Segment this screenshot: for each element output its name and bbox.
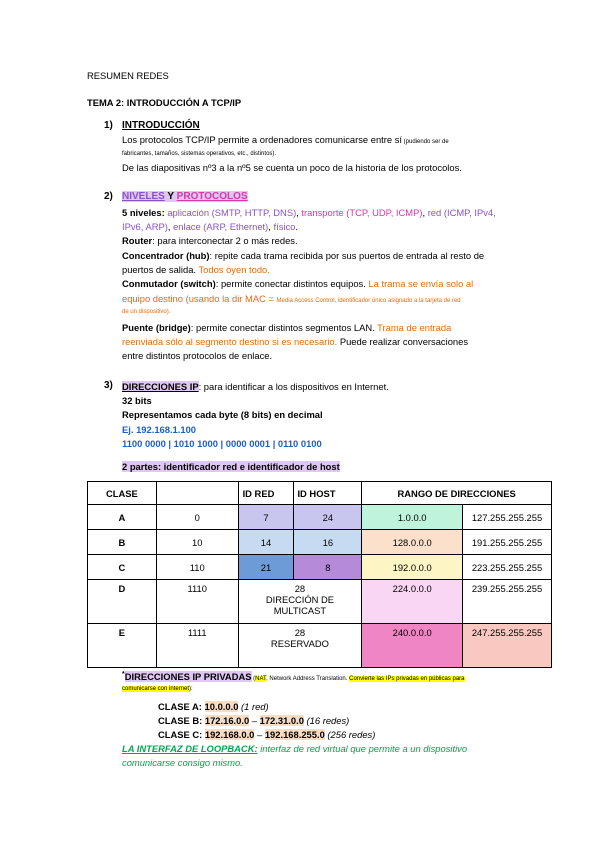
row-b-from: 128.0.0.0 — [362, 530, 463, 555]
loopback-line: LA INTERFAZ DE LOOPBACK: interfaz de red virtual que permite a un dispositivo — [122, 743, 468, 754]
row-a-idred: 7 — [238, 505, 294, 530]
row-a-to: 127.255.255.255 — [463, 505, 552, 530]
row-c-idred: 21 — [238, 555, 294, 580]
bridge-line: Puente (bridge): permite conectar distintos segmentos LAN. Trama de entrada — [122, 322, 452, 333]
row-a-clase: A — [88, 505, 157, 530]
header-rango: RANGO DE DIRECCIONES — [362, 482, 552, 505]
private-class-c: CLASE C: 192.168.0.0 – 192.168.255.0 (256 redes) — [158, 729, 376, 740]
private-class-b: CLASE B: 172.16.0.0 – 172.31.0.0 (16 redes) — [158, 715, 350, 726]
bridge-line2: reenviada sólo al segmento destino si es necesario. Puede realizar conversaciones — [122, 336, 469, 347]
switch-line: Conmutador (switch): permite conectar distintos equipos. La trama se envía solo al — [122, 278, 474, 289]
row-d-from: 224.0.0.0 — [362, 580, 463, 624]
section3-title: DIRECCIONES IP: para identificar a los dispositivos en Internet. — [122, 381, 389, 392]
switch-line2: equipo destino (usando la dir MAC = Media Access Control, identificador único asignado a la tarjeta de red — [122, 293, 461, 304]
row-b-idred: 14 — [238, 530, 294, 555]
section1-line1: Los protocolos TCP/IP permite a ordenadores comunicarse entre sí (pudiendo ser de — [122, 134, 449, 145]
row-d-clase: D — [88, 580, 157, 624]
bits-line: 32 bits — [122, 395, 152, 406]
table-row — [88, 555, 552, 580]
section3-number: 3) — [104, 380, 113, 391]
table-row — [88, 505, 552, 530]
row-a-bits: 0 — [156, 505, 238, 530]
row-a-from: 1.0.0.0 — [362, 505, 463, 530]
niveles-line: 5 niveles: aplicación (SMTP, HTTP, DNS), transporte (TCP, UDP, ICMP), red (ICMP, IPv4, — [122, 207, 496, 218]
section1-line3: De las diapositivas nº3 a la nº5 se cuenta un poco de la historia de los protocolos. — [122, 162, 462, 173]
header-bits — [156, 482, 238, 505]
document-title: RESUMEN REDES — [87, 70, 169, 81]
row-e-from: 240.0.0.0 — [362, 624, 463, 668]
header-id-red: ID RED — [238, 482, 294, 505]
bridge-line3: entre distintos protocolos de enlace. — [122, 350, 273, 361]
table-row — [88, 530, 552, 555]
table-row — [88, 624, 552, 668]
niveles-line2: IPv6, ARP), enlace (ARP, Ethernet), físico. — [122, 221, 298, 232]
row-c-clase: C — [88, 555, 157, 580]
row-e-desc: 28 RESERVADO — [238, 624, 362, 668]
binary-ip: 1100 0000 | 1010 1000 | 0000 0001 | 0110 0100 — [122, 438, 322, 449]
row-e-bits: 1111 — [156, 624, 238, 668]
row-d-desc: 28 DIRECCIÓN DE MULTICAST — [238, 580, 362, 624]
section2-number: 2) — [104, 191, 113, 202]
table-row — [88, 580, 552, 624]
section1-line2: fabricantes, tamaños, sistemas operativos, etc., distintos). — [122, 151, 277, 157]
row-d-bits: 1110 — [156, 580, 238, 624]
header-clase: CLASE — [88, 482, 157, 505]
row-c-to: 223.255.255.255 — [463, 555, 552, 580]
router-line: Router: para interconectar 2 o más redes. — [122, 235, 298, 246]
header-id-host: ID HOST — [294, 482, 362, 505]
row-c-from: 192.0.0.0 — [362, 555, 463, 580]
private-class-a: CLASE A: 10.0.0.0 (1 red) — [158, 701, 269, 712]
row-c-bits: 110 — [156, 555, 238, 580]
row-d-to: 239.255.255.255 — [463, 580, 552, 624]
byte-line: Representamos cada byte (8 bits) en decimal — [122, 409, 323, 420]
hub-line2: puertos de salida. Todos oyen todo. — [122, 264, 270, 275]
section1-number: 1) — [104, 120, 113, 131]
switch-line3: de un dispositivo). — [122, 309, 171, 315]
section2-title: NIVELES Y PROTOCOLOS — [122, 191, 248, 202]
row-b-idhost: 16 — [294, 530, 362, 555]
row-b-clase: B — [88, 530, 157, 555]
row-e-clase: E — [88, 624, 157, 668]
example-ip: Ej. 192.168.1.100 — [122, 424, 197, 435]
ip-class-table — [87, 481, 552, 668]
private-ip-heading: *DIRECCIONES IP PRIVADAS (NAT, Network Address Translation. Convierte las IPs privadas en públicas para — [122, 671, 465, 682]
section1-title: INTRODUCCIÓN — [122, 120, 200, 131]
tema-heading: TEMA 2: INTRODUCCIÓN A TCP/IP — [87, 97, 242, 108]
row-a-idhost: 24 — [294, 505, 362, 530]
row-b-to: 191.255.255.255 — [463, 530, 552, 555]
partes-line: 2 partes: identificador red e identificador de host — [122, 461, 340, 472]
row-c-idhost: 8 — [294, 555, 362, 580]
row-b-bits: 10 — [156, 530, 238, 555]
table-header-row — [88, 482, 552, 505]
private-ip-heading-line2: comunicarse con internet): — [122, 686, 193, 692]
row-e-to: 247.255.255.255 — [463, 624, 552, 668]
hub-line: Concentrador (hub): repite cada trama recibida por sus puertos de entrada al resto de — [122, 250, 485, 261]
loopback-line2: comunicarse consigo mismo. — [122, 757, 243, 768]
